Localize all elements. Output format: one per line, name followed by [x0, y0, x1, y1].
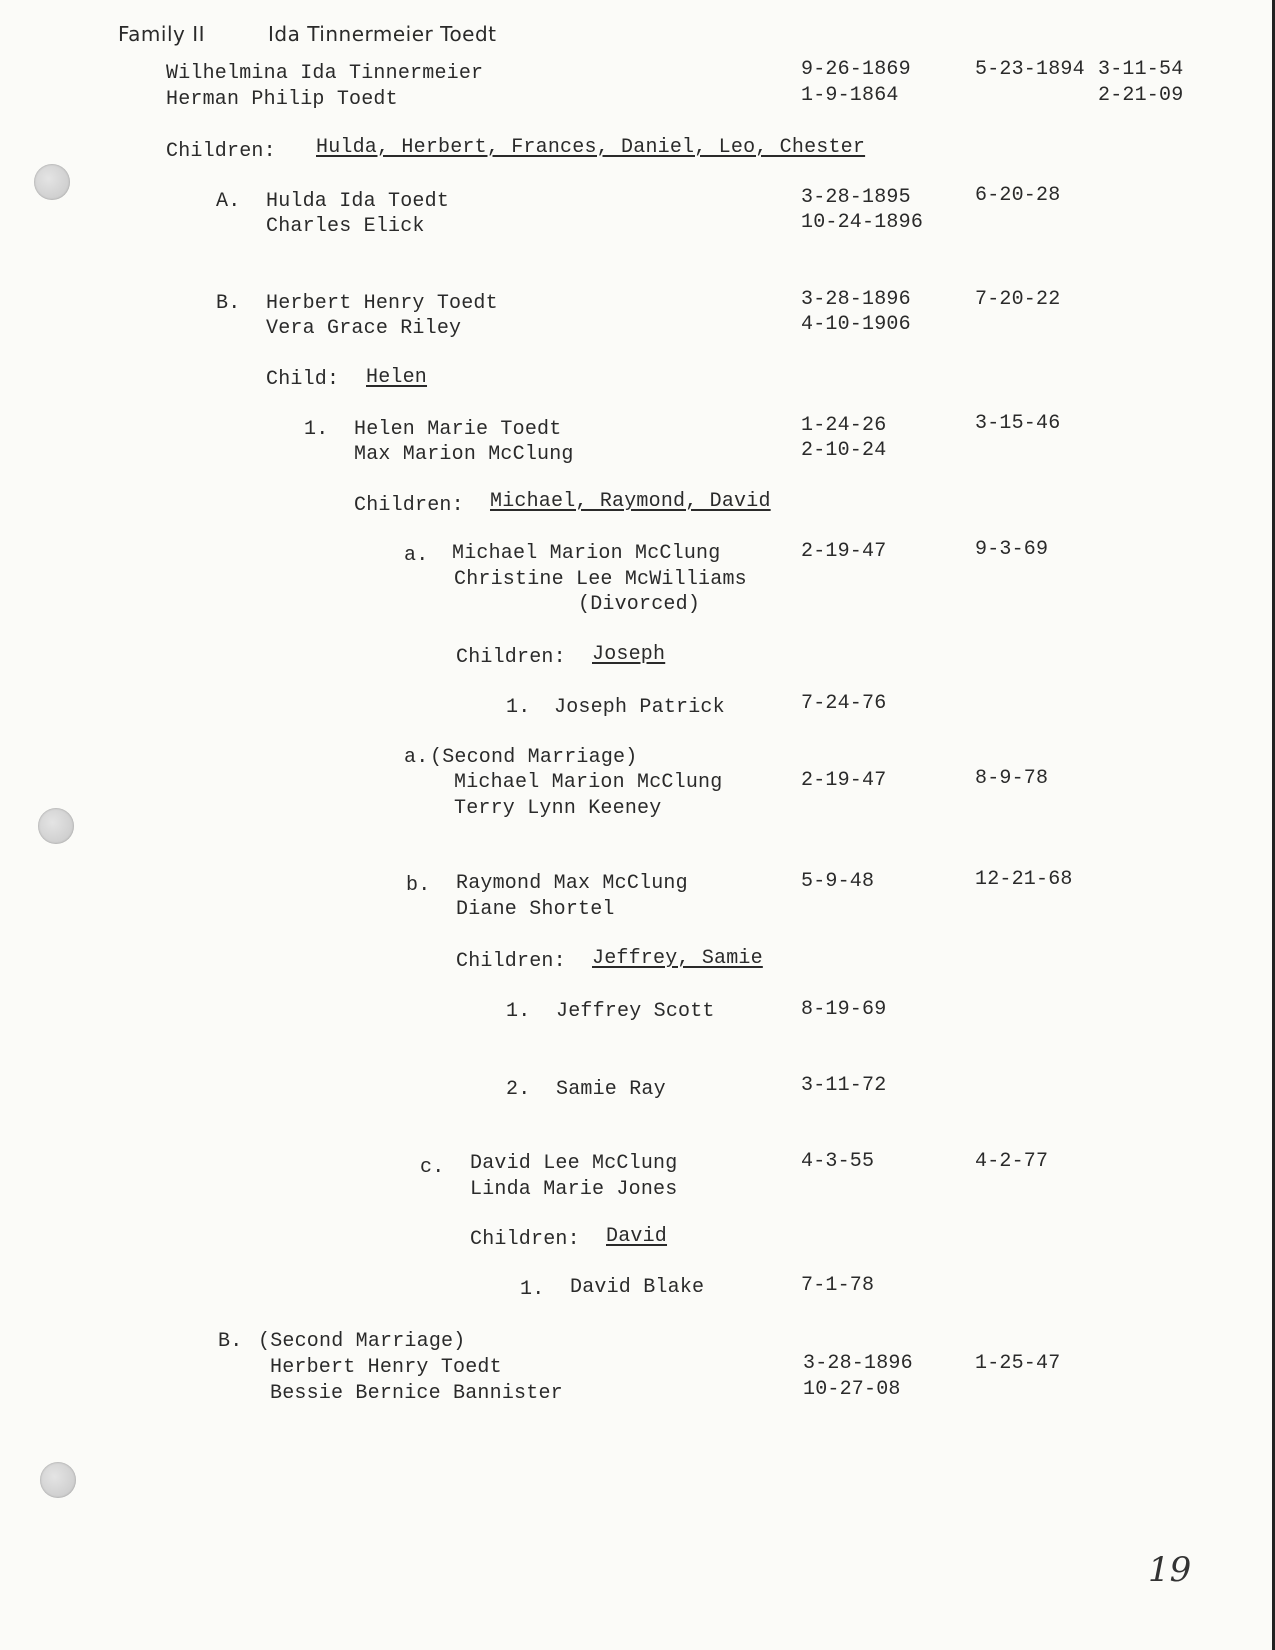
birth-date: 4-10-1906	[801, 313, 911, 336]
binder-hole-bottom	[40, 1462, 76, 1498]
birth-date: 7-24-76	[801, 692, 887, 715]
children-label: Children:	[470, 1228, 580, 1251]
birth-date: 3-11-72	[801, 1074, 887, 1097]
person-name: Jeffrey Scott	[556, 1000, 715, 1023]
children-label: Children:	[166, 140, 276, 163]
entry-marker: c.	[420, 1156, 445, 1179]
entry-marker: b.	[406, 874, 431, 897]
marriage-date: 8-9-78	[975, 767, 1049, 790]
entry-marker: 1.	[304, 418, 329, 441]
binder-hole-middle	[38, 808, 74, 844]
birth-date: 10-27-08	[803, 1378, 901, 1401]
person-name: Bessie Bernice Bannister	[270, 1382, 563, 1405]
person-name: Christine Lee McWilliams	[454, 568, 747, 591]
divorce-note: (Divorced)	[578, 593, 701, 616]
children-label: Children:	[354, 494, 464, 517]
children-names: Jeffrey, Samie	[592, 947, 763, 970]
marriage-date: 12-21-68	[975, 868, 1073, 891]
person-name: Hulda Ida Toedt	[266, 190, 450, 213]
entry-marker: B.	[218, 1330, 243, 1353]
marriage-date: 1-25-47	[975, 1352, 1061, 1375]
person-name: Herbert Henry Toedt	[266, 292, 498, 315]
birth-date: 3-28-1896	[803, 1352, 913, 1375]
children-names: Michael, Raymond, David	[490, 490, 771, 513]
person-name: Herman Philip Toedt	[166, 88, 398, 111]
person-name: Vera Grace Riley	[266, 317, 462, 340]
person-name: Michael Marion McClung	[452, 542, 721, 565]
marriage-date: 6-20-28	[975, 184, 1061, 207]
birth-date: 2-19-47	[801, 540, 887, 563]
binder-hole-top	[34, 164, 70, 200]
person-name: Terry Lynn Keeney	[454, 797, 662, 820]
person-name: Diane Shortel	[456, 898, 615, 921]
person-name: David Blake	[570, 1276, 705, 1299]
children-names: Hulda, Herbert, Frances, Daniel, Leo, Chester	[316, 136, 866, 159]
family-label: Family II	[118, 22, 206, 46]
birth-date: 7-1-78	[801, 1274, 875, 1297]
children-label: Child:	[266, 368, 340, 391]
person-name: Joseph Patrick	[554, 696, 725, 719]
person-name: Max Marion McClung	[354, 443, 574, 466]
children-label: Children:	[456, 950, 566, 973]
person-name: Charles Elick	[266, 215, 425, 238]
birth-date: 5-9-48	[801, 870, 875, 893]
entry-marker: 2.	[506, 1078, 531, 1101]
birth-date: 3-28-1895	[801, 186, 911, 209]
birth-date: 1-24-26	[801, 414, 887, 437]
marriage-date: 9-3-69	[975, 538, 1049, 561]
birth-date: 10-24-1896	[801, 211, 924, 234]
person-name: Samie Ray	[556, 1078, 666, 1101]
death-date: 2-21-09	[1098, 84, 1184, 107]
marriage-date: 7-20-22	[975, 288, 1061, 311]
entry-marker: A.	[216, 190, 241, 213]
marriage-date: 4-2-77	[975, 1150, 1049, 1173]
person-name: Helen Marie Toedt	[354, 418, 562, 441]
person-name: Raymond Max McClung	[456, 872, 688, 895]
entry-marker: B.	[216, 292, 241, 315]
entry-marker: 1.	[506, 1000, 531, 1023]
person-name: Herbert Henry Toedt	[270, 1356, 502, 1379]
birth-date: 4-3-55	[801, 1150, 875, 1173]
birth-date: 2-10-24	[801, 439, 887, 462]
marriage-date: 3-15-46	[975, 412, 1061, 435]
children-names: Joseph	[592, 643, 666, 666]
birth-date: 2-19-47	[801, 769, 887, 792]
entry-marker: 1.	[520, 1278, 545, 1301]
entry-marker: 1.	[506, 696, 531, 719]
entry-marker: a.	[404, 544, 429, 567]
birth-date: 1-9-1864	[801, 84, 899, 107]
person-name: Linda Marie Jones	[470, 1178, 678, 1201]
children-names: David	[606, 1225, 668, 1248]
marriage-date: 5-23-1894	[975, 58, 1085, 81]
birth-date: 3-28-1896	[801, 288, 911, 311]
birth-date: 8-19-69	[801, 998, 887, 1021]
birth-date: 9-26-1869	[801, 58, 911, 81]
family-name: Ida Tinnermeier Toedt	[268, 22, 497, 46]
death-date: 3-11-54	[1098, 58, 1184, 81]
children-label: Children:	[456, 646, 566, 669]
person-name: Wilhelmina Ida Tinnermeier	[166, 62, 484, 85]
entry-marker: a.	[404, 746, 429, 769]
children-names: Helen	[366, 366, 428, 389]
person-name: Michael Marion McClung	[454, 771, 723, 794]
second-marriage-note: (Second Marriage)	[430, 746, 638, 769]
second-marriage-note: (Second Marriage)	[258, 1330, 466, 1353]
person-name: David Lee McClung	[470, 1152, 678, 1175]
page-number: 19	[1148, 1550, 1192, 1590]
